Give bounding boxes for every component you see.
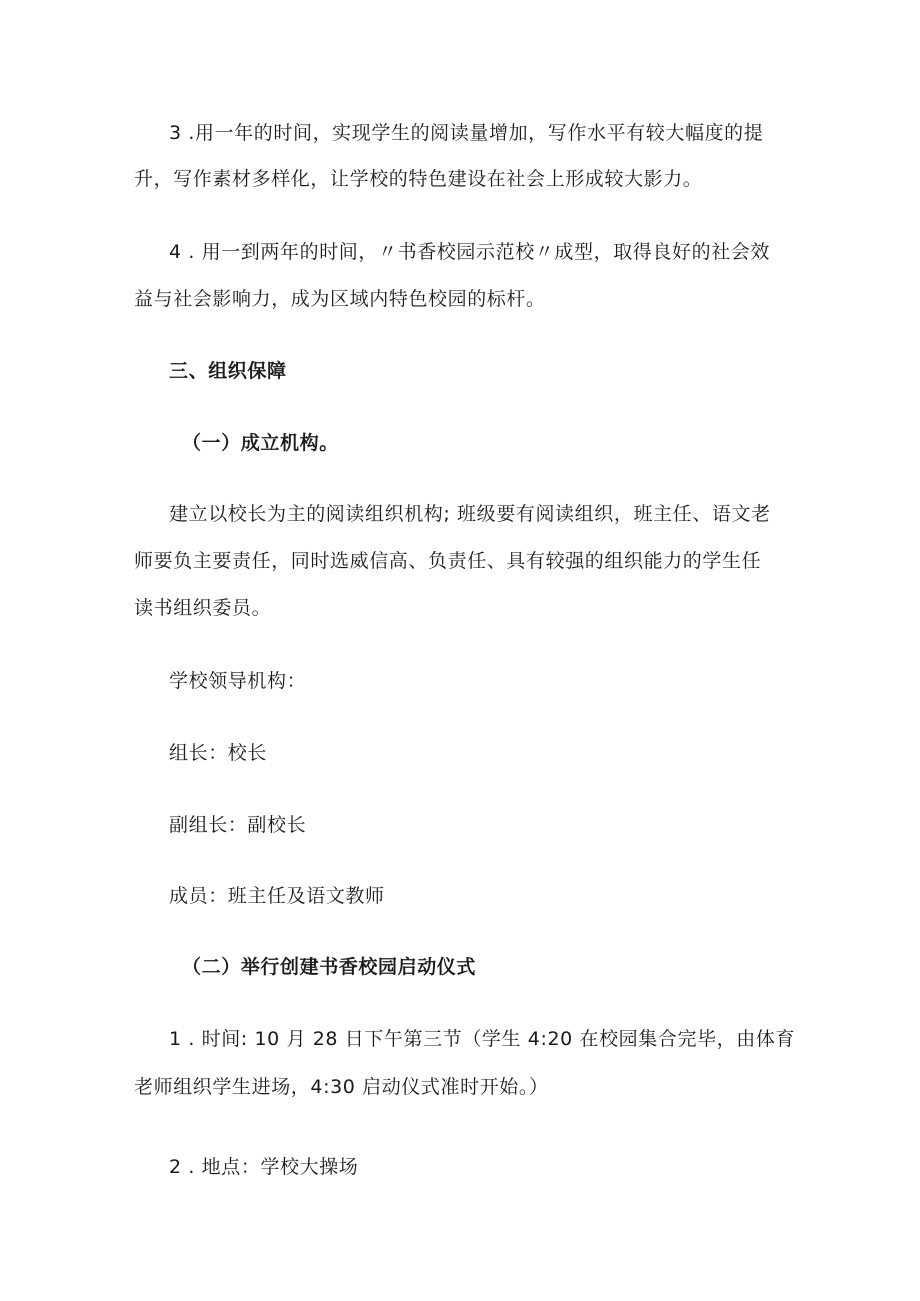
item-2-line: 2 . 地点：学校大操场 — [169, 1156, 359, 1178]
goal-3-line-1: 3 .用一年的时间，实现学生的阅读量增加，写作水平有较大幅度的提 — [169, 122, 764, 144]
subsection-2-heading: （二）举行创建书香校园启动仪式 — [182, 956, 477, 978]
subsection-1-heading: （一）成立机构。 — [182, 432, 339, 454]
goal-3-line-2: 升，写作素材多样化，让学校的特色建设在社会上形成较大影力。 — [134, 168, 703, 190]
members-line: 成员：班主任及语文教师 — [169, 885, 385, 907]
section-3-heading: 三、组织保障 — [169, 360, 287, 382]
deputy-leader-line: 副组长：副校长 — [169, 814, 307, 836]
item-1-line-1: 1 . 时间: 10 月 28 日下午第三节（学生 4:20 在校园集合完毕，由体育 — [169, 1028, 796, 1050]
goal-4-line-1: 4 . 用一到两年的时间，〃书香校园示范校〃成型，取得良好的社会效 — [169, 241, 771, 263]
goal-4-line-2: 益与社会影响力，成为区域内特色校园的标杆。 — [134, 288, 546, 310]
subsection-1-body-line-3: 读书组织委员。 — [134, 597, 272, 619]
item-1-line-2: 老师组织学生进场，4:30 启动仪式准时开始。） — [134, 1076, 549, 1098]
leadership-title: 学校领导机构： — [169, 670, 307, 692]
subsection-1-body-line-1: 建立以校长为主的阅读组织机构; 班级要有阅读组织，班主任、语文老 — [169, 503, 771, 525]
subsection-1-body-line-2: 师要负主要责任，同时选威信高、负责任、具有较强的组织能力的学生任 — [134, 550, 762, 572]
leader-line: 组长：校长 — [169, 742, 268, 764]
